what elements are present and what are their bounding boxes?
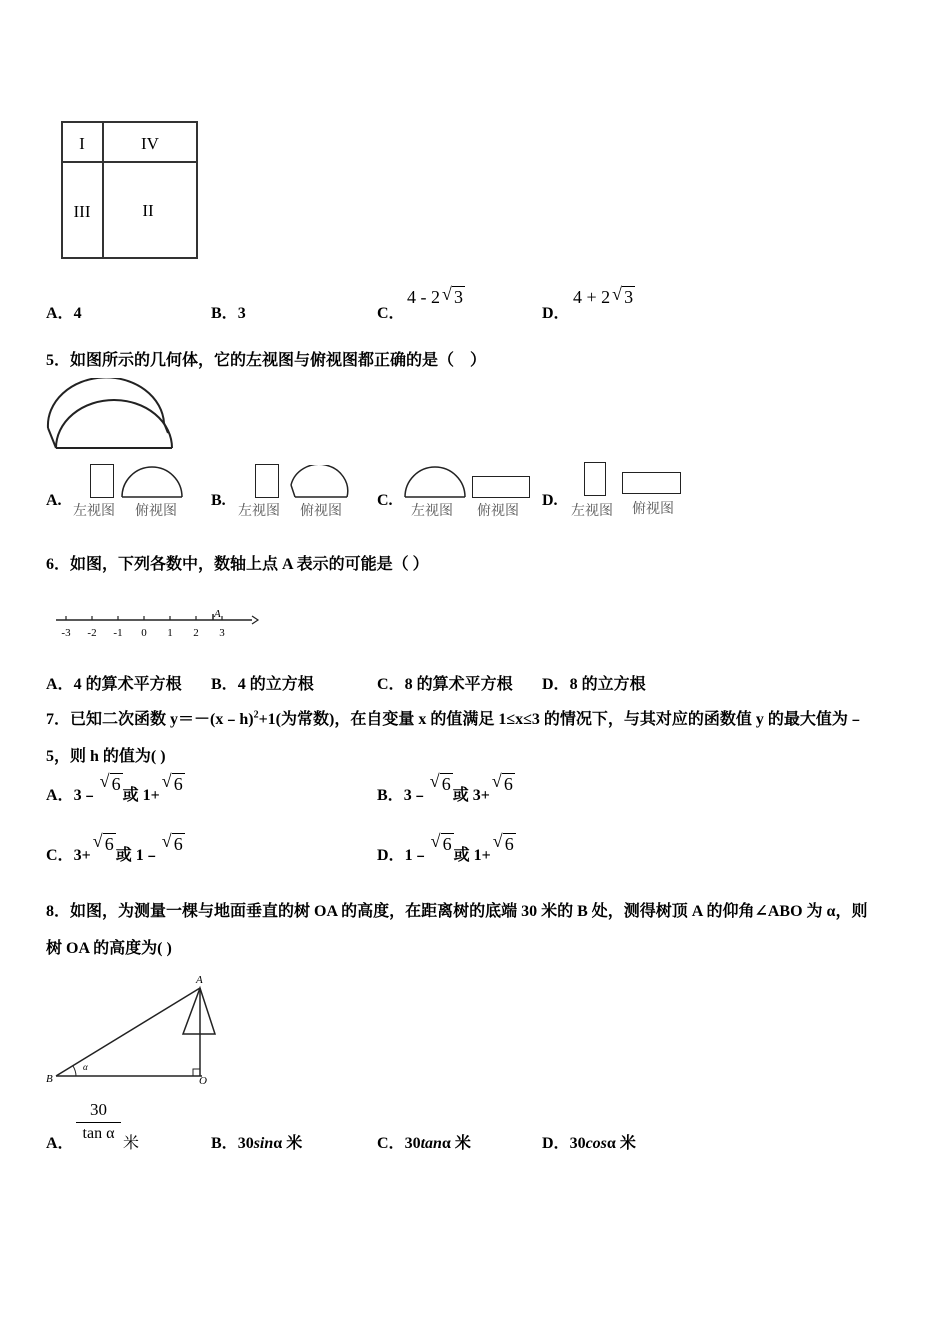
grid-label-ii: II (142, 201, 154, 220)
axis-tick-label: 2 (193, 627, 199, 639)
option-value: 4 (73, 305, 82, 322)
number-line-figure (52, 600, 262, 645)
axis-tick-label: 0 (141, 627, 147, 639)
option-letter: C． (377, 305, 405, 322)
q5-a-left-view-rect (90, 464, 114, 498)
q4-option-a[interactable] (46, 300, 82, 323)
q6-option-b[interactable]: B．4 的立方根 (211, 676, 314, 693)
left-view-label: 左视图 (238, 503, 280, 519)
q4-option-d[interactable] (542, 300, 570, 323)
top-view-label: 俯视图 (632, 501, 674, 517)
left-view-label: 左视图 (411, 503, 453, 519)
q8-option-b[interactable]: B．30sinα 米 (211, 1135, 303, 1152)
q5-c-top-view-rect (472, 476, 530, 498)
axis-tick-label: -3 (61, 627, 71, 639)
q8-stem-line2: 树 OA 的高度为( ) (46, 940, 172, 957)
tree-angle-figure (42, 968, 222, 1088)
q4-option-c-expr: 4 - 2 √ 3 (407, 284, 463, 307)
q5-stem: 5．如图所示的几何体，它的左视图与俯视图都正确的是（ ） (46, 352, 487, 369)
q5-d-left-view-rect (584, 462, 606, 496)
q5-option-c[interactable]: C. (377, 492, 393, 509)
q8-option-a[interactable]: A． (46, 1135, 74, 1152)
q7-stem-line1: 7．已知二次函数 y＝－(x﹣h)$^2$+1(为常数)，在自变量 x 的值满足 1≤x≤3 的情况下，与其对应的函数值 y 的最大值为﹣ (46, 709, 864, 728)
top-view-label: 俯视图 (135, 503, 177, 519)
q4-option-d-expr: 4 + 2 √ 3 (573, 284, 634, 307)
grid-label-iv: IV (141, 134, 159, 153)
point-a-label: A (214, 608, 221, 620)
left-view-label: 左视图 (73, 503, 115, 519)
q5-option-d[interactable]: D. (542, 492, 558, 509)
q8-option-c[interactable]: C．30tanα 米 (377, 1135, 471, 1152)
axis-tick-label: -1 (113, 627, 123, 639)
q5-c-left-view-semicircle (403, 465, 467, 499)
point-o-label: O (199, 1075, 207, 1087)
q6-option-a[interactable]: A．4 的算术平方根 (46, 676, 182, 693)
option-letter: A． (46, 305, 74, 322)
q5-b-left-view-rect (255, 464, 279, 498)
point-b-label: B (46, 1073, 53, 1085)
q7-option-c[interactable]: C．3+ √ 6或 1﹣ √ 6 (46, 831, 183, 864)
q8-a-fraction: 30 tan α (76, 1100, 121, 1143)
option-letter: B． (211, 305, 238, 322)
q8-option-d[interactable]: D．30cosα 米 (542, 1135, 636, 1152)
point-a-label: A (196, 974, 203, 986)
axis-tick-label: -2 (87, 627, 97, 639)
top-view-label: 俯视图 (477, 503, 519, 519)
q7-option-b[interactable]: B．3﹣ √ 6或 3+ √ 6 (377, 771, 513, 804)
half-cylinder-figure (42, 378, 177, 453)
option-letter: D． (542, 305, 570, 322)
grid-label-i: I (79, 134, 85, 153)
q6-option-c[interactable]: C．8 的算术平方根 (377, 676, 513, 693)
grid-label-iii: III (73, 202, 91, 221)
q4-option-c[interactable] (377, 300, 405, 323)
q8-stem-line1: 8．如图，为测量一棵与地面垂直的树 OA 的高度，在距离树的底端 30 米的 B 处，测得树顶 A 的仰角∠ABO 为 α，则 (46, 903, 868, 920)
q7-stem-line2: 5，则 h 的值为( ) (46, 748, 166, 765)
q5-option-a[interactable]: A. (46, 492, 62, 509)
alpha-label: α (83, 1062, 88, 1072)
q5-option-b[interactable]: B. (211, 492, 226, 509)
q5-a-top-view-semicircle (120, 465, 184, 499)
q5-d-top-view-rect (622, 472, 681, 494)
q6-option-d[interactable]: D．8 的立方根 (542, 676, 646, 693)
left-view-label: 左视图 (571, 503, 613, 519)
top-view-label: 俯视图 (300, 503, 342, 519)
axis-ticks (61, 614, 225, 639)
axis-tick-label: 1 (167, 627, 173, 639)
q8-a-unit: 米 (123, 1135, 140, 1152)
q6-stem: 6．如图，下列各数中，数轴上点 A 表示的可能是（ ） (46, 556, 429, 573)
quadrant-grid-figure (55, 118, 205, 263)
axis-tick-label: 3 (219, 627, 225, 639)
q4-option-b[interactable] (211, 300, 246, 323)
q7-option-a[interactable]: A．3﹣ √ 6或 1+ √ 6 (46, 771, 183, 804)
q7-option-d[interactable]: D．1﹣ √ 6或 1+ √ 6 (377, 831, 514, 864)
q5-b-top-view-arc (285, 465, 351, 499)
option-value: 3 (237, 305, 246, 322)
